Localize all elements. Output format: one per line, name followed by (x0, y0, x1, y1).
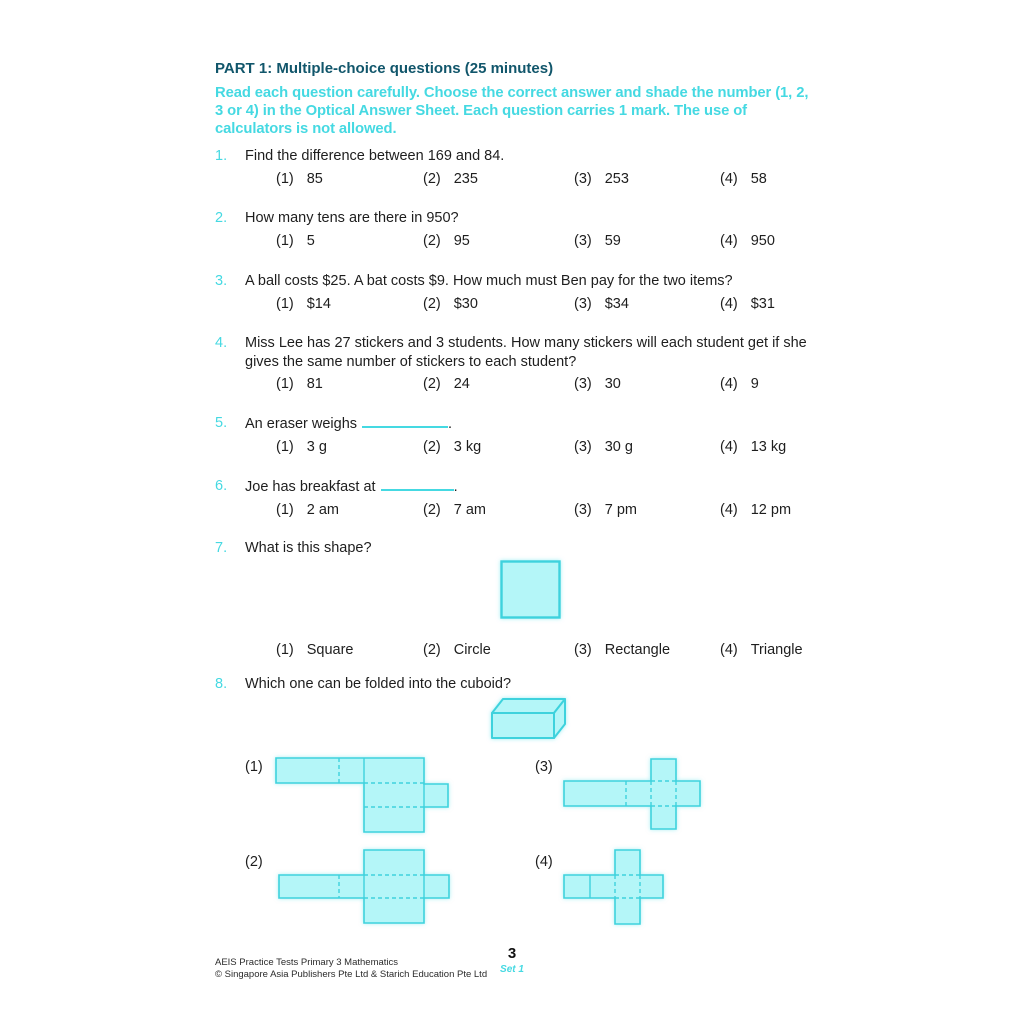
option-label: (2) (423, 170, 441, 187)
net-label: (4) (535, 854, 553, 870)
question-text: Joe has breakfast at . (245, 479, 458, 495)
net-label: (1) (245, 759, 263, 775)
option-item (276, 170, 323, 189)
option-label: (3) (574, 501, 592, 518)
option-label: (3) (574, 170, 592, 187)
option-item (423, 295, 478, 314)
option-item (276, 295, 331, 314)
footer-series-title: AEIS Practice Tests Primary 3 Mathematics (215, 957, 399, 968)
option-item (423, 232, 470, 251)
option-value: 12 pm (750, 501, 792, 518)
option-value: 85 (306, 170, 323, 187)
option-value: 30 g (604, 438, 633, 455)
net-figure-1 (275, 757, 450, 839)
option-item (276, 232, 315, 251)
option-value: $14 (306, 295, 331, 312)
net-figure-3 (563, 758, 702, 836)
option-label: (2) (423, 501, 441, 518)
question-text: How many tens are there in 950? (245, 210, 459, 226)
option-label: (2) (423, 232, 441, 249)
option-item (720, 295, 775, 314)
question-number: 5. (215, 415, 228, 431)
question-text: An eraser weighs . (245, 416, 453, 432)
option-label: (3) (574, 376, 592, 392)
option-label: (1) (276, 501, 294, 518)
option-item (720, 641, 803, 660)
option-item (720, 232, 775, 251)
option-label: (4) (720, 501, 738, 518)
cuboid-net-2-icon (278, 849, 450, 924)
question-number: 3. (215, 273, 228, 289)
option-item (276, 375, 323, 394)
option-value: 9 (750, 376, 759, 392)
net-figure-4 (563, 849, 665, 931)
question-text: Miss Lee has 27 stickers and 3 students. How many stickers will each student get if she gives the same number of stickers to each student? (245, 335, 807, 370)
option-item (574, 375, 621, 394)
net-label: (3) (535, 759, 553, 775)
cuboid-nets-grid (215, 750, 825, 935)
option-label: (2) (423, 295, 441, 312)
question-number: 7. (215, 540, 228, 556)
question-number: 4. (215, 335, 228, 351)
option-value: Square (306, 642, 354, 658)
question-7 (215, 539, 815, 660)
option-value: 58 (750, 170, 767, 187)
footer-copyright: © Singapore Asia Publishers Pte Ltd & Starich Education Pte Ltd (215, 969, 488, 980)
option-item (574, 170, 629, 189)
option-label: (2) (423, 642, 441, 658)
option-label: (1) (276, 438, 294, 455)
question-number: 2. (215, 210, 228, 226)
option-label: (4) (720, 376, 738, 392)
question-2 (215, 209, 815, 251)
answer-blank (381, 477, 454, 491)
square-figure (245, 560, 815, 625)
options-row (245, 501, 815, 520)
option-label: (4) (720, 438, 738, 455)
page-title: PART 1: Multiple-choice questions (25 minutes) (215, 60, 554, 77)
option-value: Rectangle (604, 642, 671, 658)
option-label: (3) (574, 438, 592, 455)
option-value: $30 (453, 295, 478, 312)
option-label: (2) (423, 376, 441, 392)
options-row (245, 438, 815, 457)
option-value: 59 (604, 232, 621, 249)
option-label: (4) (720, 295, 738, 312)
cuboid-net-4-icon (563, 849, 665, 926)
square-shape-icon (500, 560, 561, 619)
option-item (423, 438, 481, 457)
option-value: 2 am (306, 501, 339, 518)
option-item (720, 438, 786, 457)
question-text: Find the difference between 169 and 84. (245, 148, 505, 164)
question-8 (215, 675, 815, 747)
question-3 (215, 272, 815, 314)
option-label: (3) (574, 232, 592, 249)
question-1 (215, 147, 815, 189)
option-value: 235 (453, 170, 478, 187)
option-value: 3 g (306, 438, 327, 455)
option-item (574, 641, 670, 660)
option-label: (1) (276, 170, 294, 187)
option-value: 7 am (453, 501, 486, 518)
instructions-text: Read each question carefully. Choose the correct answer and shade the number (1, 2, 3 or 4) in the Optical Answer Sheet. Each question carries 1 mark. The use of calculators is not allowed. (215, 85, 809, 138)
option-label: (4) (720, 232, 738, 249)
set-label: Set 1 (500, 964, 524, 975)
option-item (574, 232, 621, 251)
net-figure-2 (278, 849, 450, 929)
option-value: 30 (604, 376, 621, 392)
option-value: 253 (604, 170, 629, 187)
question-number: 8. (215, 676, 228, 692)
question-number: 1. (215, 148, 228, 164)
option-item (423, 170, 478, 189)
option-value: 81 (306, 376, 323, 392)
cuboid-net-1-icon (275, 757, 450, 834)
option-item (720, 501, 791, 520)
question-4 (215, 334, 815, 394)
options-row (245, 375, 815, 394)
option-value: 7 pm (604, 501, 637, 518)
cuboid-net-3-icon (563, 758, 702, 831)
question-5 (215, 414, 815, 457)
option-item (574, 295, 629, 314)
option-value: 13 kg (750, 438, 787, 455)
option-item (720, 170, 767, 189)
option-item (720, 375, 759, 394)
option-item (574, 438, 633, 457)
question-6 (215, 477, 815, 520)
option-value: 3 kg (453, 438, 482, 455)
question-number: 6. (215, 478, 228, 494)
option-item (423, 375, 470, 394)
options-row (245, 641, 815, 660)
option-item (423, 501, 486, 520)
option-label: (3) (574, 295, 592, 312)
options-row (245, 232, 815, 251)
options-row (245, 170, 815, 189)
option-value: 950 (750, 232, 775, 249)
option-label: (3) (574, 642, 592, 658)
option-value: 24 (453, 376, 470, 392)
question-text: Which one can be folded into the cuboid? (245, 676, 512, 692)
option-item (276, 438, 327, 457)
option-value: Triangle (750, 642, 803, 658)
option-item (276, 641, 354, 660)
option-value: 95 (453, 232, 470, 249)
option-label: (1) (276, 295, 294, 312)
question-text: What is this shape? (245, 540, 372, 556)
option-value: $34 (604, 295, 629, 312)
answer-blank (362, 414, 448, 428)
cuboid-figure (245, 696, 815, 748)
options-row (245, 295, 815, 314)
option-label: (2) (423, 438, 441, 455)
cuboid-shape-icon (489, 696, 571, 742)
option-label: (4) (720, 642, 738, 658)
option-label: (1) (276, 232, 294, 249)
option-label: (1) (276, 376, 294, 392)
option-item (423, 641, 491, 660)
question-text: A ball costs $25. A bat costs $9. How much must Ben pay for the two items? (245, 273, 733, 289)
option-label: (1) (276, 642, 294, 658)
option-item (574, 501, 637, 520)
option-label: (4) (720, 170, 738, 187)
page-number: 3 (507, 945, 517, 962)
net-label: (2) (245, 854, 263, 870)
option-value: Circle (453, 642, 491, 658)
option-value: $31 (750, 295, 775, 312)
option-value: 5 (306, 232, 315, 249)
option-item (276, 501, 339, 520)
